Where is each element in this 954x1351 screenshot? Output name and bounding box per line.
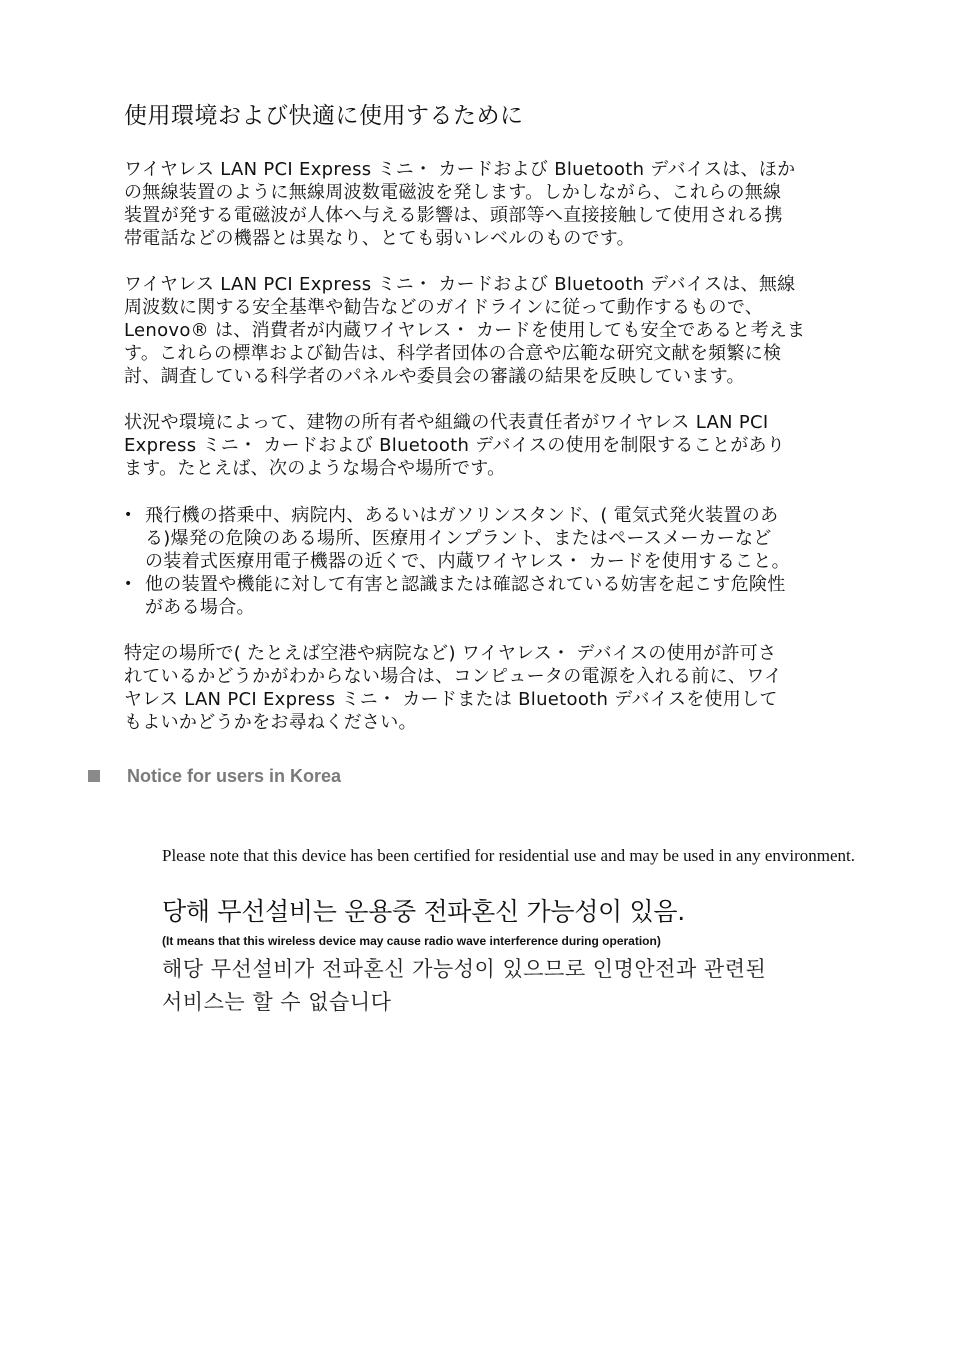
text-line: ワイヤレス LAN PCI Express ミニ・ カードおよび Bluetooth デバイスは、無線 bbox=[124, 274, 796, 295]
list-item bbox=[124, 573, 864, 619]
paragraph-usage-restrictions bbox=[124, 411, 859, 480]
paragraph-ask-permission bbox=[124, 642, 859, 734]
bullet-icon: • bbox=[124, 576, 133, 592]
text-line: 周波数に関する安全基準や勧告などのガイドラインに従って動作するもので、 bbox=[124, 297, 764, 318]
text-line: れているかどうかがわからない場合は、コンピュータの電源を入れる前に、ワイ bbox=[124, 666, 783, 687]
text-line: 飛行機の搭乗中、病院内、あるいはガソリンスタンド、( 電気式発火装置のあ bbox=[145, 505, 779, 526]
text-line: がある場合。 bbox=[145, 597, 255, 618]
text-line: ます。たとえば、次のような場合や場所です。 bbox=[124, 458, 506, 479]
text-line: の無線装置のように無線周波数電磁波を発します。しかしながら、これらの無線 bbox=[124, 182, 782, 203]
korea-section-heading bbox=[88, 764, 341, 788]
text-line: 状況や環境によって、建物の所有者や組織の代表責任者がワイヤレス LAN PCI bbox=[124, 412, 769, 433]
bullet-icon: • bbox=[124, 507, 133, 523]
korea-warning-translation: (It means that this wireless device may cause radio wave interference during operation) bbox=[162, 934, 661, 948]
text-line: 討、調査している科学者のパネルや委員会の審議の結果を反映しています。 bbox=[124, 366, 745, 387]
paragraph-wireless-emission bbox=[124, 158, 859, 250]
text-line: 서비스는 할 수 없습니다 bbox=[162, 990, 392, 1014]
text-line: す。これらの標準および勧告は、科学者団体の合意や広範な研究文献を頻繁に検 bbox=[124, 343, 782, 364]
korea-service-notice bbox=[162, 953, 862, 1019]
restriction-list bbox=[124, 504, 864, 619]
text-line: る)爆発の危険のある場所、医療用インプラント、またはペースメーカーなど bbox=[145, 528, 772, 549]
text-line: ワイヤレス LAN PCI Express ミニ・ カードおよび Bluetooth デバイスは、ほか bbox=[124, 159, 796, 180]
text-line: 特定の場所で( たとえば空港や病院など) ワイヤレス・ デバイスの使用が許可さ bbox=[124, 643, 777, 664]
text-line: 帯電話などの機器とは異なり、とても弱いレベルのものです。 bbox=[124, 228, 635, 249]
text-line: 装置が発する電磁波が人体へ与える影響は、頭部等へ直接接触して使用される携 bbox=[124, 205, 783, 226]
text-line: 他の装置や機能に対して有害と認識または確認されている妨害を起こす危険性 bbox=[145, 574, 786, 595]
text-line: 해당 무선설비가 전파혼신 가능성이 있으므로 인명안전과 관련된 bbox=[162, 957, 767, 981]
korea-warning-statement: 당해 무선설비는 운용중 전파혼신 가능성이 있음. bbox=[162, 897, 685, 926]
text-line: の装着式医療用電子機器の近くで、内蔵ワイヤレス・ カードを使用すること。 bbox=[145, 551, 790, 572]
paragraph-safety-guidelines bbox=[124, 273, 859, 388]
korea-english-notice: Please note that this device has been certified for residential use and may be used in any environment. bbox=[162, 846, 855, 865]
text-line: Express ミニ・ カードおよび Bluetooth デバイスの使用を制限することがあり bbox=[124, 435, 786, 456]
text-line: もよいかどうかをお尋ねください。 bbox=[124, 712, 417, 733]
square-bullet-icon bbox=[88, 770, 100, 782]
text-line: Lenovo® は、消費者が内蔵ワイヤレス・ カードを使用しても安全であると考えま bbox=[124, 320, 806, 341]
list-item bbox=[124, 504, 864, 573]
page-title: 使用環境および快適に使用するために bbox=[124, 103, 524, 129]
text-line: ヤレス LAN PCI Express ミニ・ カードまたは Bluetooth デバイスを使用して bbox=[124, 689, 778, 710]
section-title: Notice for users in Korea bbox=[127, 765, 342, 786]
